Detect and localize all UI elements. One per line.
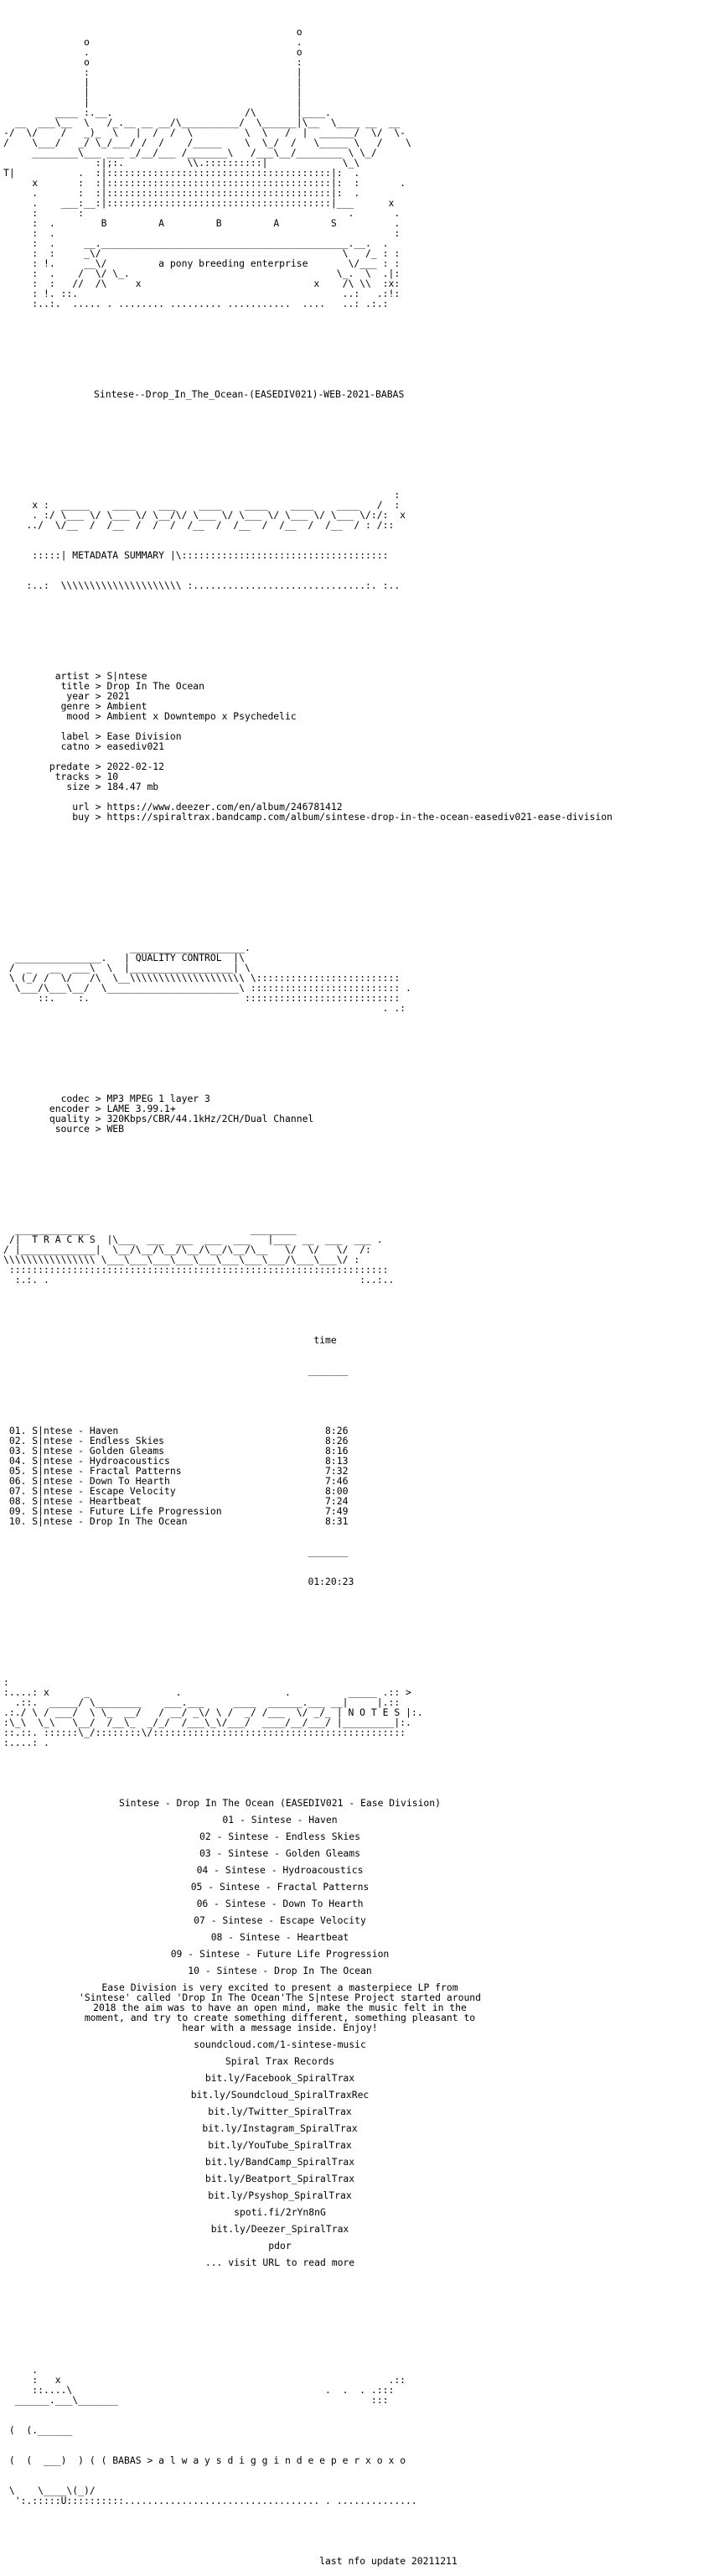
notes-link[interactable]: bit.ly/Soundcloud_SpiralTraxRec: [190, 2089, 370, 2101]
track-number: 05.: [8, 1465, 27, 1477]
track-artist: S|ntese: [32, 1505, 73, 1517]
header-art-line: : !. ::. ..: .:!:: [3, 288, 411, 299]
metadata-list: [3, 671, 613, 822]
track-time: 7:49: [325, 1505, 349, 1517]
metadata-row-separator: >: [89, 710, 107, 722]
track-indent: [3, 1515, 9, 1527]
metadata-row-key: year: [66, 690, 90, 702]
header-art-line: . o: [3, 46, 417, 58]
notes-gap: [3, 1892, 613, 1898]
notes-art: [3, 1677, 613, 1748]
metadata-summary-heading: :::::| METADATA SUMMARY |\::::::::::::::::::::::::::::::::::::: [3, 549, 389, 561]
track-artist: S|ntese: [32, 1475, 73, 1487]
notes-paragraph-line: Ease Division is very excited to present a masterpiece LP from: [101, 1981, 458, 1993]
metadata-row-key: buy: [72, 811, 90, 823]
tracks-art-line: ::::::::::::::::::::::::::::::::::::::::::::::::::::::::::::::::::: [3, 1264, 401, 1275]
header-art-line: : . :: [3, 227, 411, 239]
metadata-row-key: tracks: [54, 771, 90, 782]
header-art-line: . ___:__:|:::::::::::::::::::::::::::::::::::::::|___ x: [3, 197, 417, 209]
notes-gap: [3, 2234, 613, 2241]
metadata-row-key: title: [60, 680, 90, 692]
metadata-row: [3, 741, 613, 751]
metadata-row: [3, 782, 613, 792]
footer-art-line: \ \____\(_)/: [3, 2485, 101, 2496]
header-art-line: / \___/ _/ \_/___/ / / /_____ \ \_/ / \_____ \ / \: [3, 137, 411, 148]
track-title: Fractal Patterns: [89, 1465, 182, 1477]
header-art-line: ________\___ ___ _/__/___ /_______\ /___\__/________ \ \_/: [3, 147, 411, 158]
metadata-art-line: :: [3, 489, 411, 501]
track-separator: -: [72, 1465, 90, 1477]
notes-track-line: 08 - Sintese - Heartbeat: [210, 1931, 349, 1943]
quality-row-value: 320Kbps/CBR/44.1kHz/2CH/Dual Channel: [106, 1113, 314, 1124]
notes-release-heading: Sintese - Drop In The Ocean (EASEDIV021 - Ease Division): [118, 1797, 442, 1809]
notes-gap: [3, 2033, 613, 2039]
track-artist: S|ntese: [32, 1495, 73, 1507]
track-separator: -: [72, 1495, 90, 1507]
header-art-line: : |: [3, 66, 417, 78]
notes-link[interactable]: spoti.fi/2rYn8nG: [234, 2206, 326, 2218]
metadata-row-value[interactable]: https://www.deezer.com/en/album/246781412: [106, 801, 343, 813]
track-title: Haven: [89, 1425, 119, 1436]
header-art-line: : : // /\ x x /\ \\ :x:: [3, 278, 411, 289]
header-art-line: : !. __\/ a pony breeding enterprise \/___ : :: [3, 257, 411, 269]
notes-track-line: 04 - Sintese - Hydroacoustics: [196, 1864, 364, 1876]
quality-art-line: \ (_/ / \/ /\ \__\\\\\\\\\\\\\\\\\\\\ \:::::::::::::::::::::::::: [3, 972, 406, 984]
track-number: 01.: [8, 1425, 27, 1436]
notes-track-line: 09 - Sintese - Future Life Progression: [170, 1948, 390, 1960]
metadata-summary-art-bottom: :..: \\\\\\\\\\\\\\\\\\\\\ :..............................:. :..: [3, 579, 401, 591]
footer-art-line: .: [3, 2364, 406, 2376]
metadata-row-value: easediv021: [106, 740, 165, 752]
metadata-row: [3, 812, 613, 822]
metadata-row-key: mood: [66, 710, 90, 722]
track-artist: S|ntese: [32, 1425, 73, 1436]
header-art-line: . : :|:::::::::::::::::::::::::::::::::::::::|: .: [3, 187, 417, 199]
track-number: 02.: [8, 1435, 27, 1446]
metadata-row-key: artist: [54, 670, 90, 682]
nfo-document: [3, 7, 613, 2576]
track-title: Golden Gleams: [89, 1445, 165, 1457]
track-title: Heartbeat: [89, 1495, 142, 1507]
quality-row-value: WEB: [106, 1123, 125, 1135]
notes-gap: [3, 2100, 613, 2106]
notes-art-line: :....: .: [3, 1737, 417, 1748]
notes-link: pdor: [268, 2240, 292, 2251]
tracks-total-row: [3, 1576, 613, 1587]
notes-gap: [3, 2083, 613, 2090]
quality-art-line: _______________. | QUALITY CONTROL |\: [3, 952, 401, 963]
notes-gap: [3, 2267, 613, 2274]
quality-row-key: codec: [60, 1093, 90, 1104]
quality-row-separator: >: [89, 1123, 107, 1135]
track-title: Hydroacoustics: [89, 1455, 170, 1467]
track-artist: S|ntese: [32, 1435, 73, 1446]
header-art-line: x : :|:::::::::::::::::::::::::::::::::::::::|: : .: [3, 177, 417, 189]
header-art-line: o :: [3, 56, 417, 68]
babas-header-art: [3, 27, 613, 309]
notes-paragraph-line: 2018 the aim was to have an open mind, make the music felt in the: [93, 2002, 467, 2013]
metadata-row-value[interactable]: https://spiraltrax.bandcamp.com/album/sintese-drop-in-the-ocean-easediv021-ease-division: [106, 811, 613, 823]
metadata-row-value: Ease Division: [106, 730, 182, 742]
metadata-row-key: url: [72, 801, 90, 813]
notes-gap: [3, 2200, 613, 2207]
footer-art-line: : x .::: [3, 2374, 406, 2386]
track-time: 8:26: [325, 1425, 349, 1436]
metadata-row-separator: >: [89, 811, 107, 823]
quality-row: [3, 1124, 613, 1134]
metadata-row-separator: >: [89, 730, 107, 742]
header-art-line: : . B A B A S .: [3, 217, 411, 229]
footer-art-row: ( (.______: [3, 2424, 79, 2436]
quality-control-art: [3, 943, 613, 1013]
header-art-line: o .: [3, 36, 417, 48]
release-name: Sintese--Drop_In_The_Ocean-(EASEDIV021)-WEB-2021-BABAS: [94, 388, 405, 400]
notes-track-line: 01 - Sintese - Haven: [222, 1814, 338, 1826]
track-number: 06.: [8, 1475, 27, 1487]
header-art-line: : . __.___________________________________________.__. .: [3, 237, 401, 249]
track-title: Down To Hearth: [89, 1475, 170, 1487]
notes-paragraph-line: hear with a message inside. Enjoy!: [182, 2022, 378, 2033]
track-separator: -: [72, 1455, 90, 1467]
header-art-line: :..:. ..... . ........ ......... ........... .... ..: .:.:: [3, 298, 401, 309]
last-update-row: [3, 2556, 613, 2566]
metadata-row-separator: >: [89, 670, 107, 682]
header-art-line: | |: [3, 76, 417, 88]
track-artist: S|ntese: [32, 1515, 73, 1527]
track-title: Endless Skies: [89, 1435, 165, 1446]
notes-gap: [3, 2251, 613, 2257]
notes-link[interactable]: bit.ly/Twitter_SpiralTrax: [208, 2106, 352, 2117]
header-art-line: | |: [3, 86, 417, 98]
metadata-row-value: Drop In The Ocean: [106, 680, 205, 692]
metadata-row-key: catno: [60, 740, 90, 752]
notes-gap: [3, 2217, 613, 2224]
header-art-line: T| . :|:::::::::::::::::::::::::::::::::::::::|: .: [3, 167, 417, 179]
notes-gap: [3, 2150, 613, 2157]
metadata-row: [3, 711, 613, 721]
quality-row-separator: >: [89, 1103, 107, 1114]
metadata-row-separator: >: [89, 801, 107, 813]
notes-gap: [3, 2049, 613, 2056]
footer-art-bottom: [3, 2485, 613, 2506]
track-time: 7:24: [325, 1495, 349, 1507]
notes-link[interactable]: bit.ly/Instagram_SpiralTrax: [202, 2122, 358, 2134]
header-art-line: ____ :.__. /\ |____.: [3, 106, 417, 118]
metadata-row-separator: >: [89, 680, 107, 692]
track-title: Future Life Progression: [89, 1505, 222, 1517]
notes-gap: [3, 1959, 613, 1966]
track-artist: S|ntese: [32, 1445, 73, 1457]
metadata-row-value: 2021: [106, 690, 130, 702]
metadata-row-value: 10: [106, 771, 119, 782]
metadata-row-key: predate: [49, 761, 90, 772]
notes-track-line: 02 - Sintese - Endless Skies: [199, 1831, 361, 1842]
track-separator: -: [72, 1485, 90, 1497]
notes-link[interactable]: bit.ly/Psyshop_SpiralTrax: [208, 2189, 352, 2201]
metadata-row-key: size: [66, 781, 90, 792]
footer-art-line: ______.___\_______ :::: [3, 2394, 389, 2406]
metadata-row-separator: >: [89, 771, 107, 782]
notes-link: ... visit URL to read more: [204, 2257, 355, 2268]
notes-gap: [3, 1976, 613, 1982]
quality-row-value: LAME 3.99.1+: [106, 1103, 176, 1114]
notes-gap: [3, 2184, 613, 2190]
track-separator: -: [72, 1425, 90, 1436]
track-separator: -: [72, 1445, 90, 1457]
quality-row-key: source: [54, 1123, 90, 1135]
notes-gap: [3, 1942, 613, 1949]
metadata-summary-title: METADATA SUMMARY: [72, 549, 165, 561]
track-time: 7:46: [325, 1475, 349, 1487]
metadata-row-value: 184.47 mb: [106, 781, 159, 792]
track-title: Escape Velocity: [89, 1485, 176, 1497]
footer-art-line: ::....\ . . . .:::: [3, 2384, 395, 2396]
notes-link: Spiral Trax Records: [225, 2055, 335, 2067]
metadata-row-separator: >: [89, 781, 107, 792]
tracks-bottom-rule: [3, 1546, 613, 1556]
track-separator: -: [72, 1515, 90, 1527]
track-time: 8:00: [325, 1485, 349, 1497]
notes-track-line: 07 - Sintese - Escape Velocity: [194, 1914, 366, 1926]
quality-art-line: . .:: [3, 1002, 411, 1014]
notes-link[interactable]: soundcloud.com/1-sintese-music: [194, 2038, 366, 2050]
header-art-line: : : . .: [3, 207, 411, 219]
quality-row-separator: >: [89, 1093, 107, 1104]
track-artist: S|ntese: [32, 1455, 73, 1467]
notes-gap: [3, 2066, 613, 2073]
header-art-line: : . / \/ \_. \_. \ .|:: [3, 267, 411, 279]
notes-section: [3, 1798, 613, 2274]
notes-gap: [3, 1909, 613, 1915]
quality-art-line: ::. :. :::::::::::::::::::::::::::: [3, 992, 411, 1004]
track-artist: S|ntese: [32, 1485, 73, 1497]
notes-art-line: ::.::. ::::::\_/::::::::\/::::::::::::::::::::::::::::::::::::::::::::: [3, 1727, 417, 1738]
notes-track-line: 10 - Sintese - Drop In The Ocean: [188, 1965, 372, 1976]
metadata-row-separator: >: [89, 700, 107, 712]
notes-track-line: 03 - Sintese - Golden Gleams: [199, 1847, 361, 1859]
quality-art-line: \___/\___\__/ \_______________________\ :::::::::::::::::::::::::: .: [3, 982, 411, 994]
track-number: 10.: [8, 1515, 27, 1527]
footer-tagline-row: ( ( ___) ) ( ( BABAS > a l w a y s d i g g i n d e e p e r x o x o: [3, 2454, 406, 2466]
footer-art: [3, 2365, 613, 2405]
tracks-rule-bottom: _______: [308, 1545, 349, 1557]
notes-link[interactable]: bit.ly/Beatport_SpiralTrax: [204, 2173, 355, 2184]
quality-row-key: quality: [49, 1113, 90, 1124]
header-art-line: : : _\/ \ /_ : :: [3, 247, 411, 259]
tracks-rule-top: _______: [308, 1364, 349, 1376]
track-list: [3, 1426, 613, 1526]
tracks-total: 01:20:23: [308, 1576, 354, 1587]
quality-row-separator: >: [89, 1113, 107, 1124]
header-art-line: | |: [3, 96, 417, 108]
notes-gap: [3, 2167, 613, 2174]
track-number: 09.: [8, 1505, 27, 1517]
tracks-art-line: /| T R A C K S |\___ ___ ___ ___ ___ |___ __ ___ ___ .: [3, 1233, 395, 1245]
track-number: 08.: [8, 1495, 27, 1507]
metadata-row-value: 2022-02-12: [106, 761, 165, 772]
notes-link[interactable]: bit.ly/Facebook_SpiralTrax: [204, 2072, 355, 2084]
track-time: 8:13: [325, 1455, 349, 1467]
metadata-row-value: S|ntese: [106, 670, 147, 682]
track-artist: S|ntese: [32, 1465, 73, 1477]
tracks-art-line: \\\\\\\\\\\\\\\\ \___\___\___\___\___\___\___\___/\___\___\/ :: [3, 1254, 371, 1265]
last-update: last nfo update 20211211: [319, 2555, 458, 2567]
notes-art-line: .::. _____/ \________ ___.___ ____ ______.___ __| |.::: [3, 1696, 411, 1708]
track-row: [3, 1516, 613, 1526]
notes-gap: [3, 2133, 613, 2140]
track-time: 8:26: [325, 1435, 349, 1446]
metadata-art-line: x : _____ ____ ___ ____ ____ ____ ____ / :: [3, 499, 411, 511]
tracks-top-rule: [3, 1365, 613, 1375]
track-time: 8:16: [325, 1445, 349, 1457]
footer-tagline: ( ( BABAS > a l w a y s d i g g i n d e e p e r x o x o: [89, 2454, 406, 2466]
notes-art-line: .:./ \ / ___/ \ \_ __/ / __/ _\/ \ / _/ /___ \/ _/_ | N O T E S |:.: [3, 1706, 423, 1718]
header-art-line: o: [3, 26, 417, 38]
track-number: 07.: [8, 1485, 27, 1497]
metadata-row-separator: >: [89, 740, 107, 752]
quality-row-key: encoder: [49, 1103, 90, 1114]
notes-track-line: 05 - Sintese - Fractal Patterns: [190, 1881, 370, 1893]
metadata-art-line: ../ \/__ / /__ / / / /__ / /__ / /__ / /__ / : /::: [3, 519, 406, 531]
tracks-time-header: [3, 1335, 613, 1345]
metadata-row-value: Ambient x Downtempo x Psychedelic: [106, 710, 297, 722]
quality-art-line: / _ __ ___\ \ |__________________| \: [3, 962, 401, 974]
quality-list: [3, 1093, 613, 1134]
metadata-art-line: . :/ \___ \/ \___ \/ \__/\/ \___ \/ \___ \/ \___ \/ \___ \/:/: x: [3, 509, 406, 521]
track-number: 03.: [8, 1445, 27, 1457]
track-separator: -: [72, 1475, 90, 1487]
notes-link[interactable]: bit.ly/BandCamp_SpiralTrax: [204, 2156, 355, 2168]
time-column-label: time: [313, 1334, 337, 1346]
metadata-row-separator: >: [89, 690, 107, 702]
notes-gap: [3, 2116, 613, 2123]
notes-link[interactable]: bit.ly/YouTube_SpiralTrax: [208, 2139, 352, 2151]
track-time: 7:32: [325, 1465, 349, 1477]
tracks-art: [3, 1224, 613, 1285]
notes-track-line: 06 - Sintese - Down To Hearth: [196, 1898, 364, 1909]
footer-art-line: ':.:::::U::::::::::.................................. . ..............: [3, 2495, 417, 2506]
tracks-art-line: _____________ ________: [3, 1223, 411, 1235]
tracks-art-line: / |_____________| \__/\__/\__/\__/\__/\__/\__ \/ \/ \/ /:: [3, 1244, 383, 1255]
header-art-line: :|;:. \\.::::::::::| \_\: [3, 157, 411, 169]
metadata-row-key: genre: [60, 700, 90, 712]
quality-row-value: MP3 MPEG 1 layer 3: [106, 1093, 210, 1104]
notes-art-line: :....: x _ . . _____ .:: >: [3, 1686, 411, 1698]
metadata-row-key: label: [60, 730, 90, 742]
track-separator: -: [72, 1435, 90, 1446]
notes-paragraph-line: moment, and try to create something different, something pleasant to: [84, 2012, 476, 2023]
notes-art-line: :\_\ \_\ \__/ /__\_ _/_/ /___\_\/___/ ____/__/___/ |_________|:.: [3, 1716, 411, 1728]
track-time: 8:31: [325, 1515, 349, 1527]
quality-art-line: ____________________.: [3, 942, 401, 953]
notes-gap: [3, 1925, 613, 1932]
track-number: 04.: [8, 1455, 27, 1467]
track-separator: -: [72, 1505, 90, 1517]
metadata-summary-art: [3, 490, 613, 530]
header-art-line: -/ \/ / _)_ \ | / / \ \ \ / | ______/ \/ \-: [3, 127, 411, 138]
notes-art-line: :: [3, 1676, 417, 1688]
tracks-art-line: :.:. . :..:..: [3, 1274, 406, 1285]
metadata-row-separator: >: [89, 761, 107, 772]
track-title: Drop In The Ocean: [89, 1515, 188, 1527]
notes-link[interactable]: bit.ly/Deezer_SpiralTrax: [210, 2223, 349, 2235]
header-art-line: __ ___\__ \ /_.__ __ __/\__________/ \______|\__ \____ __ __: [3, 117, 411, 128]
notes-paragraph-line: 'Sintese' called 'Drop In The Ocean'The S|ntese Project started around: [78, 1992, 482, 2003]
metadata-row-value: Ambient: [106, 700, 147, 712]
